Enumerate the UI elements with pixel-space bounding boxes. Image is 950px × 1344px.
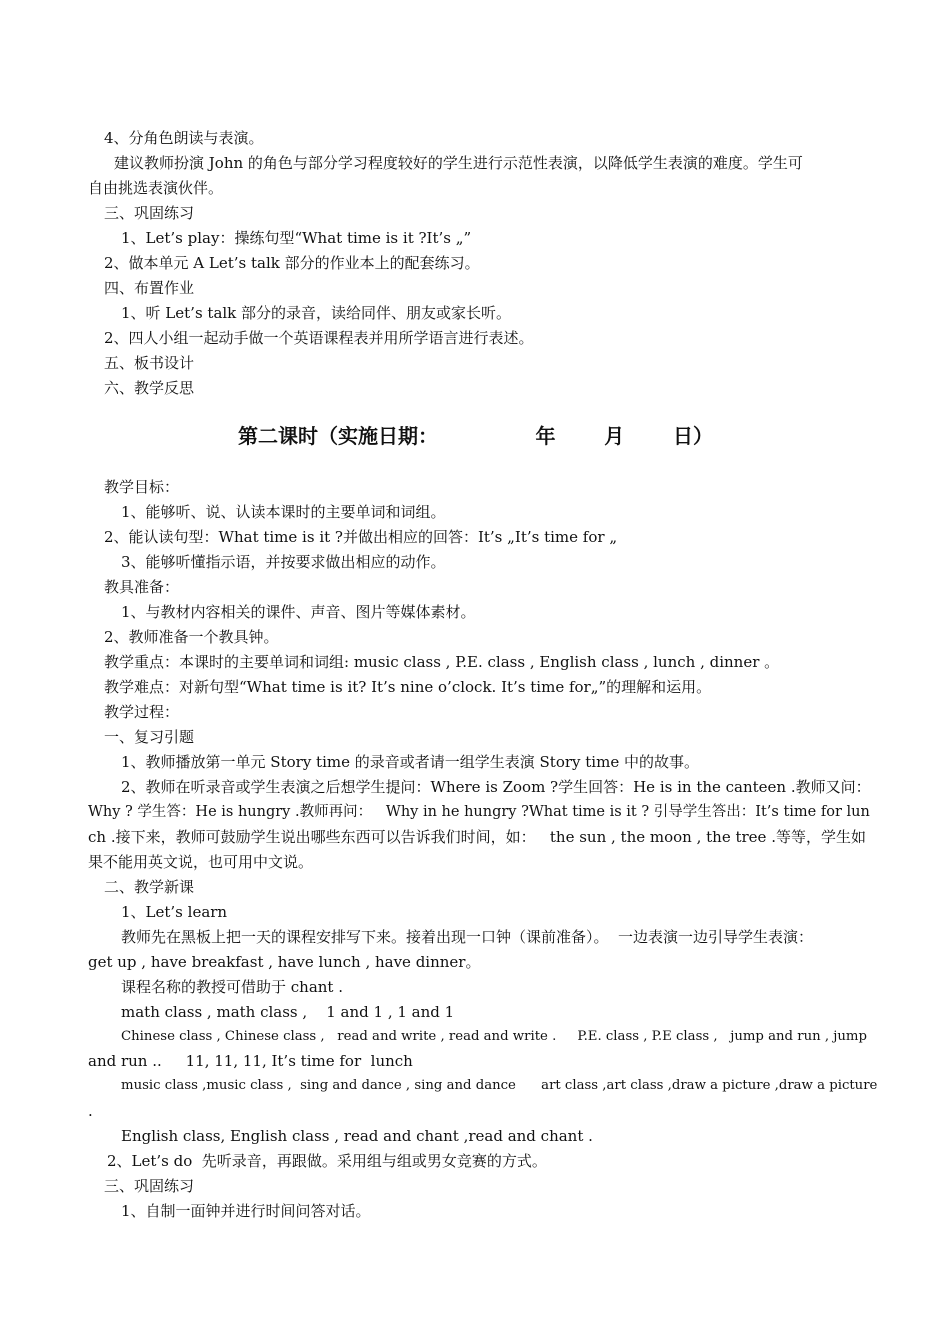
text-line: 教学重点：本课时的主要单词和词组: music class , P.E. class , English class , lunch , dinner 。 bbox=[104, 653, 780, 671]
text-line: Chinese class , Chinese class , read and write , read and write . P.E. class , P.E class , jump and run , jump bbox=[121, 1029, 867, 1044]
text-line: 教学目标： bbox=[104, 478, 180, 496]
text-line: 1、Let’s play：操练句型“What time is it ?It’s „” bbox=[121, 229, 472, 247]
text-line: 一、复习引题 bbox=[104, 728, 195, 746]
text-line: 课程名称的教授可借助于 chant . bbox=[121, 978, 343, 996]
text-line: 三、巩固练习 bbox=[104, 1177, 195, 1195]
text-line: 二、教学新课 bbox=[104, 878, 195, 896]
section-title: 第二课时（实施日期： 年 月 日） bbox=[238, 424, 713, 448]
text-line: 2、做本单元 A Let’s talk 部分的作业本上的配套练习。 bbox=[104, 254, 480, 272]
text-line: 1、教师播放第一单元 Story time 的录音或者请一组学生表演 Story time 中的故事。 bbox=[121, 753, 699, 771]
text-line: 自由挑选表演伙伴。 bbox=[88, 179, 224, 197]
text-line: Why ? 学生答：He is hungry .教师再问： Why in he hungry ?What time is it ? 引导学生答出：It’s time for lun bbox=[88, 804, 870, 820]
text-line: and run .. 11, 11, 11, It’s time for lunch bbox=[88, 1052, 413, 1070]
text-line: . bbox=[88, 1102, 93, 1120]
text-line: 2、四人小组一起动手做一个英语课程表并用所学语言进行表述。 bbox=[104, 329, 534, 347]
text-line: math class , math class , 1 and 1 , 1 and 1 bbox=[121, 1003, 455, 1021]
text-line: 教师先在黑板上把一天的课程安排写下来。接着出现一口钟（课前准备）。 一边表演一边引导学生表演： bbox=[121, 928, 814, 946]
text-line: ch .接下来，教师可鼓励学生说出哪些东西可以告诉我们时间，如： the sun , the moon , the tree .等等，学生如 bbox=[88, 828, 866, 846]
text-line: 2、能认读句型：What time is it ?并做出相应的回答：It’s „It’s time for „ bbox=[104, 528, 618, 546]
text-line: 1、Let’s learn bbox=[121, 903, 228, 921]
text-line: 1、与教材内容相关的课件、声音、图片等媒体素材。 bbox=[121, 603, 476, 621]
text-line: 六、教学反思 bbox=[104, 379, 195, 397]
text-line: 4、分角色朗读与表演。 bbox=[104, 129, 264, 147]
text-line: 1、听 Let’s talk 部分的录音，读给同伴、朋友或家长听。 bbox=[121, 304, 512, 322]
text-line: 教具准备： bbox=[104, 578, 180, 596]
text-line: 2、Let’s do 先听录音，再跟做。采用组与组或男女竞赛的方式。 bbox=[107, 1152, 547, 1170]
text-line: 建议教师扮演 John 的角色与部分学习程度较好的学生进行示范性表演，以降低学生表演的难度。学生可 bbox=[114, 154, 803, 172]
text-line: 2、教师在听录音或学生表演之后想学生提问：Where is Zoom ?学生回答：He is in the canteen .教师又问： bbox=[121, 778, 871, 796]
text-line: 1、自制一面钟并进行时间问答对话。 bbox=[121, 1202, 371, 1220]
text-line: 四、布置作业 bbox=[104, 279, 195, 297]
text-line: get up , have breakfast , have lunch , have dinner。 bbox=[88, 953, 481, 971]
text-line: music class ,music class , sing and dance , sing and dance art class ,art class ,draw a picture ,draw a picture bbox=[121, 1078, 878, 1093]
text-line: 教学难点：对新句型“What time is it? It’s nine o’clock. It’s time for„”的理解和运用。 bbox=[104, 678, 712, 696]
text-line: 五、板书设计 bbox=[104, 354, 195, 372]
text-line: 教学过程： bbox=[104, 703, 180, 721]
text-line: 三、巩固练习 bbox=[104, 204, 195, 222]
text-line: 3、能够听懂指示语，并按要求做出相应的动作。 bbox=[121, 553, 446, 571]
text-line: English class, English class , read and chant ,read and chant . bbox=[121, 1127, 593, 1145]
text-line: 2、教师准备一个教具钟。 bbox=[104, 628, 279, 646]
text-line: 1、能够听、说、认读本课时的主要单词和词组。 bbox=[121, 503, 446, 521]
text-line: 果不能用英文说，也可用中文说。 bbox=[88, 853, 314, 871]
